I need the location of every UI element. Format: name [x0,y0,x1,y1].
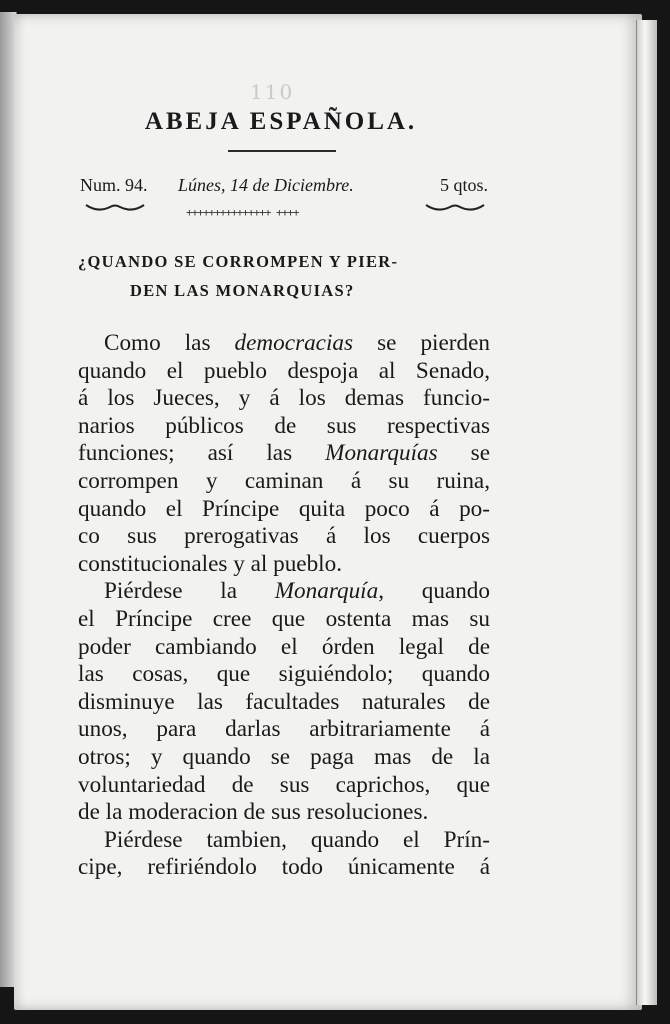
italic-word: democracias [234,330,354,356]
text-line [78,440,490,467]
issue-info-line [80,175,490,199]
text-line [78,716,490,743]
issue-number: Num. 94. [80,175,148,195]
text-span: quando el pueblo despoja al Senado, [78,357,490,384]
italic-word: Monarquías [325,440,438,467]
text-span: unos, para darlas arbitrariamente á [78,716,490,743]
text-span: Piérdese tambien, quando el Prín- [104,826,490,853]
text-span: el Príncipe cree que ostenta mas su [78,606,490,632]
text-line [78,468,490,495]
text-span: se [437,440,490,467]
newspaper-title: ABEJA ESPAÑOLA. [144,108,418,135]
text-line [104,827,490,854]
text-span: cipe, refiriéndolo todo únicamente á [78,854,490,881]
article-heading-line-1: ¿QUANDO SE CORROMPEN Y PIER- [78,252,399,271]
text-span: disminuye las facultades naturales de [78,688,490,715]
text-line [104,578,490,605]
text-span: se pierden [353,330,490,356]
text-line [78,854,490,881]
text-line [78,606,490,633]
text-line [78,772,490,799]
text-span: narios públicos de sus respectivas [78,412,490,439]
text-span: Como las [104,330,235,356]
text-span: otros; y quando se paga mas de la [78,744,490,770]
text-line [104,330,490,357]
left-swash-ornament-icon [84,199,146,215]
text-line [78,634,490,661]
text-line [78,799,490,826]
text-span: de la moderacion de sus resoluciones. [78,799,429,826]
article-heading-line-2: DEN LAS MONARQUIAS? [130,281,355,300]
text-span: Piérdese la [104,578,275,605]
bleed-through-page-number: 110 [250,80,295,104]
text-span: corrompen y caminan á su ruina, [78,468,490,494]
text-span: quando el Príncipe quita poco á po- [78,495,490,522]
text-line [78,385,490,412]
text-span: á los Jueces, y á los demas funcio- [78,385,490,412]
text-line [78,413,490,440]
text-line [78,744,490,771]
issue-date: Lúnes, 14 de Diciembre. [178,175,354,195]
text-span: las cosas, que siguiéndolo; quando [78,661,490,688]
text-line [78,496,490,523]
right-swash-ornament-icon [424,199,486,215]
text-line [78,689,490,716]
text-line [78,661,490,688]
text-line [78,551,490,578]
text-span: poder cambiando el órden legal de [78,633,490,660]
italic-word: Monarquía [274,578,379,605]
issue-price: 5 qtos. [439,175,488,195]
text-span: , quando [378,578,490,605]
text-line [78,523,490,550]
text-span: co sus prerogativas á los cuerpos [78,523,490,550]
ornamental-rule: +++++++++++++++ ++++ [186,206,299,219]
text-span: voluntariedad de sus caprichos, que [78,771,490,798]
text-line [78,358,490,385]
right-page-edge [636,20,657,1005]
text-span: constitucionales y al pueblo. [78,550,343,577]
title-rule [228,150,336,152]
text-span: funciones; así las [78,440,326,467]
